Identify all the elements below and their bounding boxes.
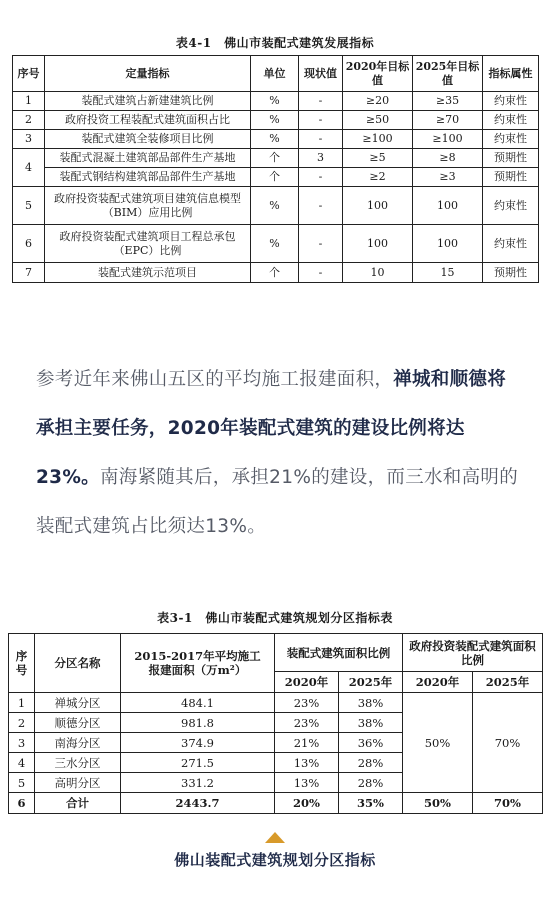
cell: 预期性 (483, 168, 539, 187)
header-unit: 单位 (251, 56, 299, 92)
cell: 3 (13, 130, 45, 149)
cell: 981.8 (121, 713, 275, 733)
cell: 2 (9, 713, 35, 733)
cell: % (251, 92, 299, 111)
cell: 约束性 (483, 92, 539, 111)
cell: 100 (413, 225, 483, 263)
cell: 预期性 (483, 263, 539, 283)
header-area: 2015-2017年平均施工报建面积（万m²） (121, 634, 275, 693)
cell: 70% (473, 793, 543, 814)
cell: 1 (9, 693, 35, 713)
cell: % (251, 187, 299, 225)
cell: 个 (251, 149, 299, 168)
cell: 23% (275, 713, 339, 733)
cell: 20% (275, 793, 339, 814)
cell: 5 (9, 773, 35, 793)
cell: 3 (9, 733, 35, 753)
cell: - (299, 225, 343, 263)
cell: 约束性 (483, 111, 539, 130)
header-ratio-2025: 2025年 (339, 672, 403, 693)
cell: % (251, 225, 299, 263)
cell: 21% (275, 733, 339, 753)
paragraph-rest: 南海紧随其后，承担21%的建设，而三水和高明的装配式建筑占比须达13%。 (36, 467, 519, 537)
cell: 3 (299, 149, 343, 168)
cell: 政府投资装配式建筑项目建筑信息模型（BIM）应用比例 (45, 187, 251, 225)
cell: ≥20 (343, 92, 413, 111)
cell: 35% (339, 793, 403, 814)
cell: 1 (13, 92, 45, 111)
cell: 15 (413, 263, 483, 283)
table-row (13, 130, 539, 149)
paragraph-intro: 参考近年来佛山五区的平均施工报建面积， (36, 369, 394, 390)
cell: 个 (251, 263, 299, 283)
cell: 预期性 (483, 149, 539, 168)
cell: 5 (13, 187, 45, 225)
table-row (13, 187, 539, 225)
cell: - (299, 111, 343, 130)
cell: ≥5 (343, 149, 413, 168)
cell: - (299, 92, 343, 111)
cell: 约束性 (483, 187, 539, 225)
cell: % (251, 130, 299, 149)
cell: 个 (251, 168, 299, 187)
header-2025: 2025年目标值 (413, 56, 483, 92)
cell: 28% (339, 753, 403, 773)
gov-2020-merged-cell: 50% (403, 693, 473, 793)
table-row (13, 111, 539, 130)
cell: 合计 (35, 793, 121, 814)
cell: 28% (339, 773, 403, 793)
cell: 装配式钢结构建筑部品部件生产基地 (45, 168, 251, 187)
cell: 50% (403, 793, 473, 814)
cell: 装配式建筑占新建建筑比例 (45, 92, 251, 111)
cell: ≥3 (413, 168, 483, 187)
cell: 6 (9, 793, 35, 814)
header-no: 序号 (13, 56, 45, 92)
cell: 23% (275, 693, 339, 713)
cell: % (251, 111, 299, 130)
paragraph-highlight: 禅城和顺德将承担主要任务，2020年装配式建筑的建设比例将达23%。 (36, 369, 507, 488)
cell: 100 (343, 225, 413, 263)
cell: - (299, 187, 343, 225)
cell: 装配式建筑全装修项目比例 (45, 130, 251, 149)
cell: 高明分区 (35, 773, 121, 793)
cell: 10 (343, 263, 413, 283)
cell: 约束性 (483, 130, 539, 149)
table2-header-row (9, 634, 543, 672)
header-gov-ratio: 政府投资装配式建筑面积比例 (403, 634, 543, 672)
header-gov-2025: 2025年 (473, 672, 543, 693)
triangle-up-icon (265, 832, 285, 843)
cell: ≥35 (413, 92, 483, 111)
cell: 13% (275, 753, 339, 773)
cell: ≥100 (413, 130, 483, 149)
cell: 约束性 (483, 225, 539, 263)
cell: 36% (339, 733, 403, 753)
cell: 政府投资工程装配式建筑面积占比 (45, 111, 251, 130)
cell: 2443.7 (121, 793, 275, 814)
cell: ≥8 (413, 149, 483, 168)
table2-title: 表3-1 佛山市装配式建筑规划分区指标表 (157, 611, 393, 625)
cell: 三水分区 (35, 753, 121, 773)
cell: ≥50 (343, 111, 413, 130)
table-row (13, 168, 539, 187)
header-indicator: 定量指标 (45, 56, 251, 92)
header-2020: 2020年目标值 (343, 56, 413, 92)
table1-header-row (13, 56, 539, 92)
cell: 顺德分区 (35, 713, 121, 733)
cell: ≥100 (343, 130, 413, 149)
header-ratio-2020: 2020年 (275, 672, 339, 693)
cell: 38% (339, 713, 403, 733)
table-row (9, 693, 543, 713)
cell: - (299, 168, 343, 187)
cell: 6 (13, 225, 45, 263)
cell: 南海分区 (35, 733, 121, 753)
gov-2025-merged-cell: 70% (473, 693, 543, 793)
header-gov-2020: 2020年 (403, 672, 473, 693)
cell: 271.5 (121, 753, 275, 773)
cell: 禅城分区 (35, 693, 121, 713)
district-indicators-table (8, 633, 543, 814)
body-paragraph (36, 355, 520, 551)
cell: 4 (9, 753, 35, 773)
development-indicators-table (12, 55, 539, 283)
cell: 政府投资装配式建筑项目工程总承包（EPC）比例 (45, 225, 251, 263)
cell: ≥2 (343, 168, 413, 187)
table1-title: 表4-1 佛山市装配式建筑发展指标 (175, 36, 375, 50)
header-current: 现状值 (299, 56, 343, 92)
cell: 484.1 (121, 693, 275, 713)
table-row (13, 92, 539, 111)
cell: 100 (413, 187, 483, 225)
table-row (13, 149, 539, 168)
table-row (13, 225, 539, 263)
cell: - (299, 130, 343, 149)
total-row (9, 793, 543, 814)
header-ratio: 装配式建筑面积比例 (275, 634, 403, 672)
header-attribute: 指标属性 (483, 56, 539, 92)
cell: 331.2 (121, 773, 275, 793)
cell: 7 (13, 263, 45, 283)
table-row (13, 263, 539, 283)
cell: ≥70 (413, 111, 483, 130)
header-no: 序号 (9, 634, 35, 693)
cell: 374.9 (121, 733, 275, 753)
cell: 装配式建筑示范项目 (45, 263, 251, 283)
cell: 4 (13, 149, 45, 187)
cell: 100 (343, 187, 413, 225)
cell: 装配式混凝土建筑部品部件生产基地 (45, 149, 251, 168)
image-caption: 佛山装配式建筑规划分区指标 (174, 851, 376, 869)
header-district: 分区名称 (35, 634, 121, 693)
cell: - (299, 263, 343, 283)
cell: 2 (13, 111, 45, 130)
cell: 13% (275, 773, 339, 793)
cell: 38% (339, 693, 403, 713)
